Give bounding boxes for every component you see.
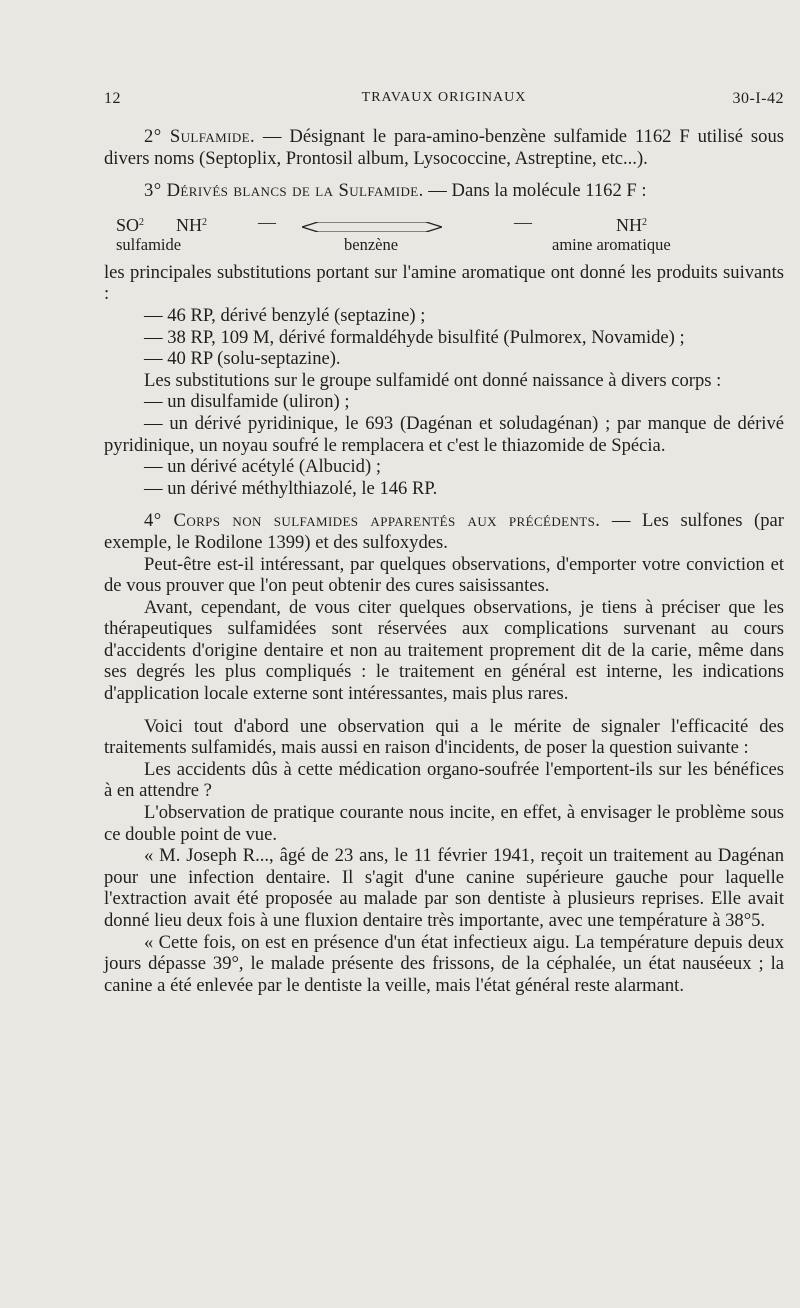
chemical-formula	[104, 212, 784, 258]
running-header	[104, 90, 784, 114]
paragraph: Peut-être est-il intéressant, par quelques observations, d'emporter votre conviction et de vous prouver que l'on peut obtenir des cures saisissantes.	[104, 553, 784, 597]
page-number: 12	[104, 90, 121, 107]
formula-dash-2: —	[514, 211, 532, 232]
formula-so2: $SO^2$	[116, 214, 145, 235]
section-2-text: — Désignant le para-amino-benzène sulfamide 1162 F utilisé sous divers noms (Septoplix, Prontosil album, Lysococcine, Astreptine, etc...).	[104, 126, 784, 169]
section-4-paragraph	[104, 510, 784, 553]
section-4-text: — Les sulfones (par exemple, le Rodilone 1399) et des sulfoxydes.	[104, 510, 784, 553]
paragraph: Voici tout d'abord une observation qui a le mérite de signaler l'efficacité des traitements sulfamidés, mais aussi en raison d'incidents, de poser la question suivante :	[104, 715, 784, 759]
paragraph: les principales substitutions portant sur l'amine aromatique ont donné les produits suivants :	[104, 261, 784, 305]
list-item: — un dérivé acétylé (Albucid) ;	[144, 456, 381, 478]
paragraph: Avant, cependant, de vous citer quelques observations, je tiens à préciser que les thérapeutiques sulfamidées sont réservées aux complications survenant au cours d'accidents d'origine dentaire et non au traitement proprement dit de la carie, même dans ses degrés les plus compliqués : le traitement en général est interne, les indications d'application locale externe sont intéressantes, mais plus rares.	[104, 596, 784, 705]
list-item: — 46 RP, dérivé benzylé (septazine) ;	[144, 304, 426, 326]
section-2-heading: 2° Sulfamide.	[144, 126, 256, 147]
list-item: — un dérivé pyridinique, le 693 (Dagénan et soludagénan) ; par manque de dérivé pyridinique, un noyau soufré le remplacera et c'est le thiazomide de Spécia.	[104, 412, 784, 456]
section-4-heading: 4° Corps non sulfamides apparentés aux précédents.	[144, 510, 601, 532]
formula-label-benzene: benzène	[344, 234, 399, 254]
quoted-observation: « Cette fois, on est en présence d'un état infectieux aigu. La température depuis deux jours dépasse 39°, le malade présente des frissons, de la céphalée, un état nauséeux ; la canine a été enlevée par le dentiste la veille, mais l'état général reste alarmant.	[104, 931, 784, 996]
section-2-paragraph	[104, 126, 784, 169]
section-3-paragraph	[104, 180, 784, 202]
formula-nh2-right: $NH^2$	[616, 214, 647, 235]
list-item: — un dérivé méthylthiazolé, le 146 RP.	[144, 477, 438, 499]
section-3-heading: 3° Dérivés blancs de la Sulfamide.	[144, 180, 424, 202]
formula-label-sulfamide: sulfamide	[116, 234, 182, 254]
list-item: — un disulfamide (uliron) ;	[144, 391, 350, 413]
running-title: TRAVAUX ORIGINAUX	[361, 90, 527, 105]
section-3-text: — Dans la molécule 1162 F :	[423, 180, 647, 202]
article-body	[104, 126, 784, 996]
issue-date: 30-I-42	[732, 90, 784, 107]
paragraph: Les substitutions sur le groupe sulfamidé ont donné naissance à divers corps :	[144, 369, 722, 391]
paragraph: L'observation de pratique courante nous incite, en effet, à envisager le problème sous ce double point de vue.	[104, 802, 784, 845]
list-item: — 40 RP (solu-septazine).	[144, 348, 341, 370]
formula-nh2-left: $NH^2$	[176, 214, 207, 235]
formula-dash-1: —	[258, 211, 276, 232]
list-item: — 38 RP, 109 M, dérivé formaldéhyde bisulfité (Pulmorex, Novamide) ;	[144, 326, 685, 348]
paragraph: Les accidents dûs à cette médication organo-soufrée l'emportent-ils sur les bénéfices à en attendre ?	[104, 758, 784, 802]
quoted-observation: « M. Joseph R..., âgé de 23 ans, le 11 février 1941, reçoit un traitement au Dagénan pour une infection dentaire. Il s'agit d'une canine supérieure gauche pour laquelle l'extraction avait été proposée au malade par son dentiste à plusieurs reprises. Elle avait donné lieu deux fois à une fluxion dentaire très importante, avec une température à 38°5.	[104, 845, 784, 931]
formula-label-amine: amine aromatique	[552, 234, 671, 254]
benzene-ring-symbol	[302, 222, 442, 232]
